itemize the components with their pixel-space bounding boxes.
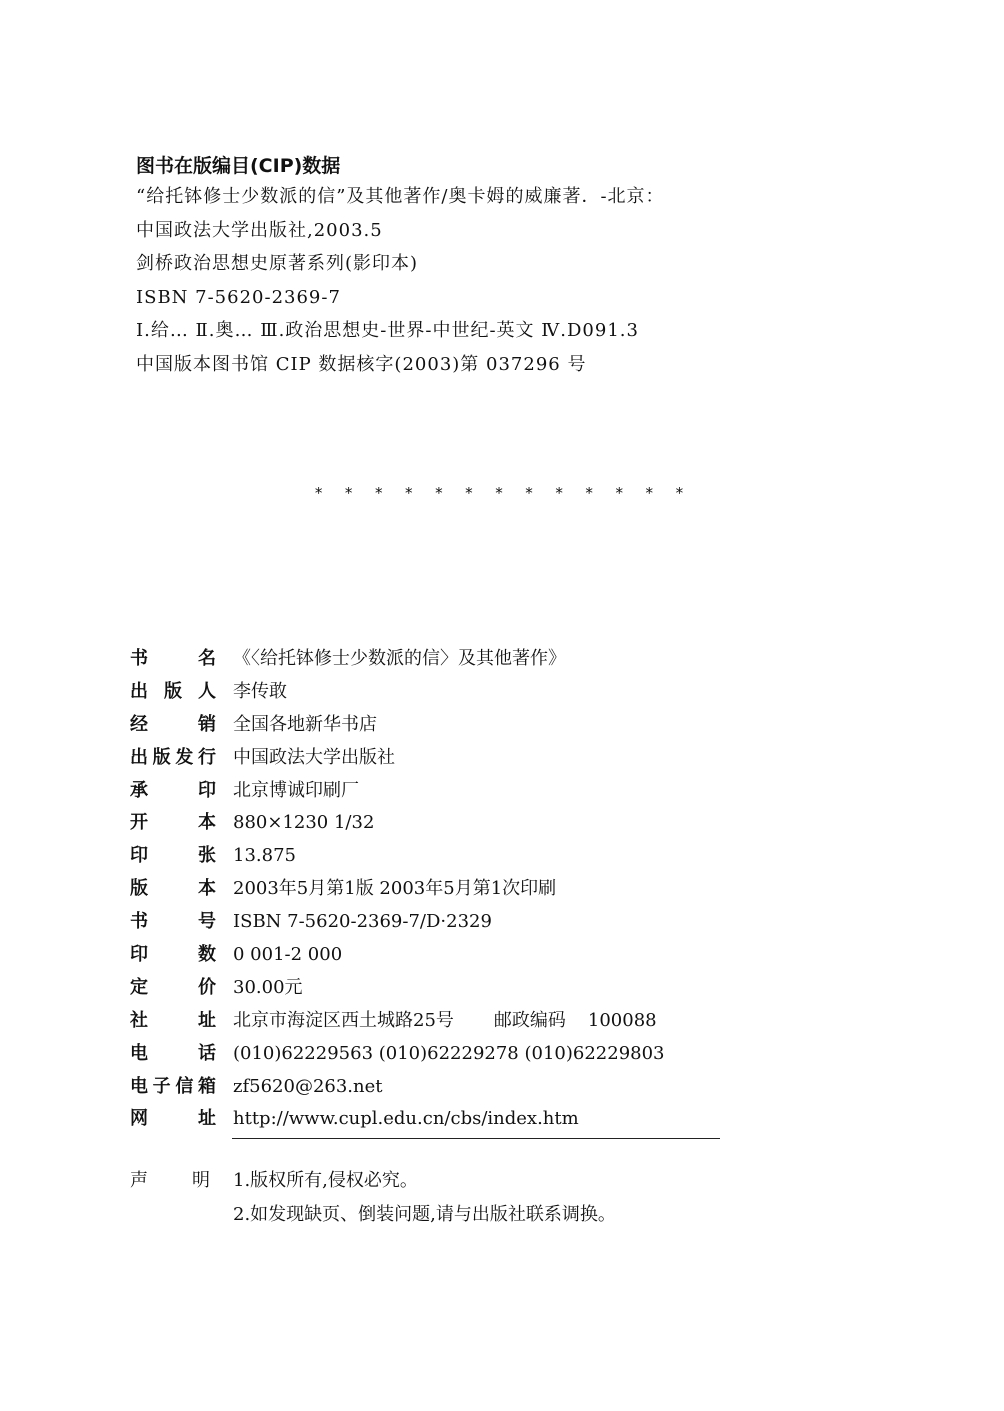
info-label: 定价 xyxy=(130,976,216,998)
info-label: 书名 xyxy=(130,648,216,669)
cip-line-publisher: 中国政法大学出版社,2003.5 xyxy=(136,219,383,241)
info-row-title xyxy=(130,643,930,676)
declaration-item: 2.如发现缺页、倒装问题,请与出版社联系调换。 xyxy=(233,1204,616,1225)
info-row-print-run xyxy=(130,939,930,972)
postal-code-value: 100088 xyxy=(587,1009,657,1031)
info-label: 出版人 xyxy=(130,680,216,702)
info-value: 《〈给托钵修士少数派的信〉及其他著作》 xyxy=(233,648,566,669)
info-label: 电话 xyxy=(130,1042,216,1064)
info-value: 880×1230 1/32 xyxy=(233,812,375,834)
info-row-phone xyxy=(130,1038,930,1071)
info-value: 13.875 xyxy=(233,845,296,867)
info-row-printer xyxy=(130,775,930,808)
info-label: 印数 xyxy=(130,944,216,966)
info-row-publisher-person xyxy=(130,676,930,709)
cip-line-series: 剑桥政治思想史原著系列(影印本) xyxy=(136,253,419,274)
info-row-format xyxy=(130,807,930,840)
horizontal-rule xyxy=(232,1138,720,1139)
info-value: 2003年5月第1版 2003年5月第1次印刷 xyxy=(233,878,557,900)
cip-title: 图书在版编目(CIP)数据 xyxy=(136,155,341,177)
info-value: 中国政法大学出版社 xyxy=(233,746,395,768)
declaration-label: 声明 xyxy=(130,1170,210,1191)
declaration-row-1 xyxy=(130,1164,930,1198)
declaration-label-spacer xyxy=(130,1198,210,1232)
info-label: 版本 xyxy=(130,878,216,900)
cip-line-title-author: “给托钵修士少数派的信”及其他著作/奥卡姆的威廉著．-北京： xyxy=(136,186,665,207)
info-value: 全国各地新华书店 xyxy=(233,713,377,735)
info-value: 30.00元 xyxy=(233,976,303,998)
declaration-block xyxy=(130,1164,930,1232)
info-label: 印张 xyxy=(130,845,216,867)
postal-code-label: 邮政编码 xyxy=(493,1009,566,1031)
info-value: 北京博诚印刷厂 xyxy=(233,779,359,801)
info-label: 出版发行 xyxy=(130,746,216,768)
info-label: 承印 xyxy=(130,779,216,801)
cip-block xyxy=(136,152,956,381)
info-row-price xyxy=(130,972,930,1005)
info-label: 电子信箱 xyxy=(130,1075,216,1097)
info-label: 经销 xyxy=(130,713,216,735)
info-value: ISBN 7-5620-2369-7/D·2329 xyxy=(233,911,492,933)
declaration-row-2 xyxy=(130,1198,930,1232)
cip-line-classification: Ⅰ.给… Ⅱ.奥… Ⅲ.政治思想史-世界-中世纪-英文 Ⅳ.D091.3 xyxy=(136,320,639,341)
info-row-sheets xyxy=(130,840,930,873)
info-value: 李传敢 xyxy=(233,680,287,702)
info-row-address xyxy=(130,1005,930,1038)
info-value xyxy=(233,1005,657,1038)
info-row-book-number xyxy=(130,906,930,939)
publication-info-table xyxy=(130,643,930,1136)
declaration-item: 1.版权所有,侵权必究。 xyxy=(233,1170,418,1191)
info-label: 网址 xyxy=(130,1108,216,1130)
info-label: 开本 xyxy=(130,812,216,834)
info-row-distributor xyxy=(130,709,930,742)
info-row-publisher xyxy=(130,742,930,775)
info-value: 0 001-2 000 xyxy=(233,944,343,966)
info-label: 书号 xyxy=(130,911,216,933)
info-row-edition xyxy=(130,873,930,906)
info-value: (010)62229563 (010)62229278 (010)62229803 xyxy=(233,1042,665,1064)
address-value: 北京市海淀区西土城路25号 xyxy=(233,1009,454,1031)
info-label: 社址 xyxy=(130,1009,216,1031)
star-divider: * * * * * * * * * * * * * xyxy=(314,484,690,502)
cip-line-isbn: ISBN 7-5620-2369-7 xyxy=(136,286,341,308)
info-row-website xyxy=(130,1103,930,1136)
info-value: http://www.cupl.edu.cn/cbs/index.htm xyxy=(233,1108,579,1130)
cip-line-verification: 中国版本图书馆 CIP 数据核字(2003)第 037296 号 xyxy=(136,353,587,375)
info-value: zf5620@263.net xyxy=(233,1075,383,1097)
info-row-email xyxy=(130,1071,930,1104)
